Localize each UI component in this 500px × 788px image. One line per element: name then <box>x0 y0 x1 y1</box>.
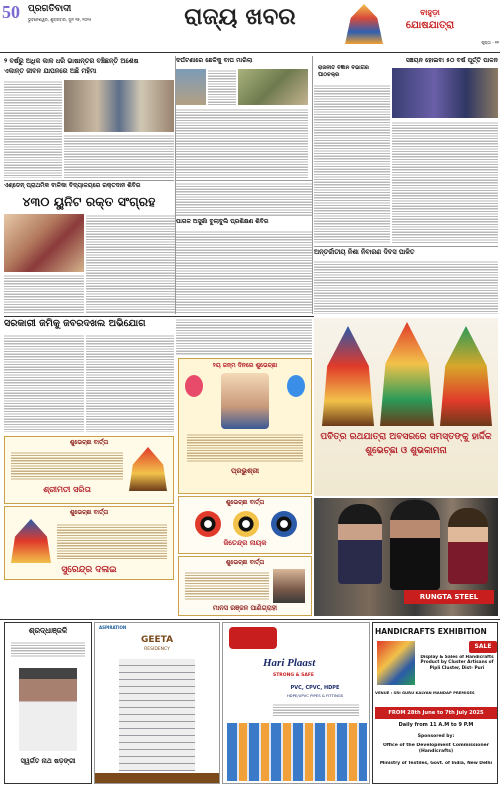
birthday-title: ୨ୟ ଜନ୍ମ ଦିନରେ ଶୁଭେଚ୍ଛା <box>212 362 278 369</box>
chariot-icon <box>440 326 492 426</box>
a6-rule <box>314 246 498 247</box>
balloon-icon <box>185 375 203 397</box>
greeting-ad-1 <box>4 436 174 504</box>
a2-headline: ଦର୍ଘଟଣାରେ ଛେଳିକୁ ବାଘ ମାରିଲା <box>176 57 253 64</box>
rungta-brand: RUNGTA STEEL <box>404 590 494 604</box>
a2-photo-1 <box>176 69 206 105</box>
hc-title: HANDICRAFTS EXHIBITION <box>375 627 487 636</box>
geeta-title: GEETA <box>140 635 174 645</box>
actor-photo <box>390 500 440 590</box>
a5-rule <box>176 180 312 181</box>
child-photo <box>221 373 269 429</box>
obit-text <box>11 641 85 657</box>
rath-wish-text: ପବିତ୍ର ରଥଯାତ୍ରା ଅବସରରେ ସମସ୍ତଙ୍କୁ ହାର୍ଦ୍ଦିକ ଶୁଭେଚ୍ଛା ଓ ଶୁଭକାମନା <box>320 432 492 456</box>
greeting-ad-3 <box>4 506 174 580</box>
rungta-ad <box>314 498 498 616</box>
a1-body <box>4 80 62 178</box>
geeta-footer <box>95 773 219 783</box>
greeting-name-2: ଜିତେନ୍ଦ୍ର ନାୟକ <box>223 539 267 547</box>
a4-bighead: ୪୩୦ ୟୁନିଟ ରକ୍ତ ସଂଗ୍ରହ <box>22 194 156 209</box>
greeting-msg-1 <box>11 451 123 481</box>
birthday-ad <box>178 358 312 494</box>
a7-headline: ସରକାରୀ ଜମିକୁ ଜବରଦଖଲ ଅଭିଯୋଗ <box>4 318 146 329</box>
a5-body <box>176 230 312 314</box>
a2-body-1 <box>208 69 236 105</box>
rath-chariot-icon <box>345 4 383 44</box>
bottom-rule <box>0 619 500 620</box>
hari-plaast-ad <box>222 622 370 784</box>
a7-body-3 <box>176 318 312 356</box>
person-photo <box>273 569 305 603</box>
hc-office: Office of the Development Commissioner (Handicrafts) <box>383 743 489 754</box>
a2-body-2 <box>176 108 308 178</box>
hc-venue: VENUE : SRI GURU KALYAN MANDAP PREMISES <box>375 691 475 695</box>
a5-headline: ପାଗଳ ଅସୁଖାଁ ବୁଲାବୁଲି ପ୍ରଶିକ୍ଷଣ ଶିବିର <box>176 218 269 225</box>
hari-brand: Hari Plaast <box>263 657 316 669</box>
actor-photo <box>338 504 382 584</box>
a3-headline: ସଞ୍ଚୟନ ହୋଇବା ୫୦ ବର୍ଷ ପୂର୍ତ୍ତି ପାଳନ <box>405 57 498 64</box>
page-number: ପୃଷ୍ଠା - ୧୧ <box>481 40 499 45</box>
anniversary-logo: 50 <box>2 2 20 22</box>
obit-photo <box>19 661 77 751</box>
a4-body-1 <box>86 214 176 314</box>
birthday-name: ପ୍ରଭୁଶ୍ରୀ <box>230 467 260 475</box>
a7-body-1 <box>4 334 84 432</box>
greeting-title-4: ଶୁଭେଚ୍ଛା ବାର୍ତ୍ତା <box>225 559 265 566</box>
hari-address <box>273 703 359 717</box>
chariot-icon <box>129 447 167 491</box>
birthday-message <box>187 433 303 463</box>
masthead-rule <box>0 52 500 53</box>
geeta-sub: RESIDENCY <box>144 647 170 652</box>
a1-photo <box>64 80 174 132</box>
column-rule <box>312 56 313 314</box>
a3-photo <box>392 68 498 118</box>
greeting-title-3: ଶୁଭେଚ୍ଛା ବାର୍ତ୍ତା <box>69 509 109 516</box>
hc-ministry: Ministry of Textiles, Govt. of India, New Delhi <box>379 761 493 766</box>
chariot-icon <box>380 322 434 426</box>
rath-line1: ବାହୁଡ଼ା <box>420 8 440 17</box>
a2-photo-2 <box>238 69 308 105</box>
paper-name: ପ୍ରଗତିବାଦୀ <box>28 4 72 14</box>
rath-wish-ad <box>314 318 498 496</box>
balloon-icon <box>287 375 305 397</box>
rath-banner <box>345 2 475 44</box>
handicrafts-ad <box>372 622 498 784</box>
a1-body-b <box>64 134 174 178</box>
greeting-msg-3 <box>57 523 167 559</box>
aspiration-brand: ASPIRATION <box>99 625 127 630</box>
a7-rule <box>4 316 314 317</box>
hc-time: Daily from 11 A.M to 9 P.M <box>398 722 474 728</box>
chariot-icon <box>11 519 51 563</box>
hc-dates: FROM 28th June to 7th July 2025 <box>375 707 497 719</box>
hari-products2: HDPE/UPVC PIPES & FITTINGS <box>286 693 344 698</box>
section-title: ରାଜ୍ୟ ଖବର <box>184 4 296 30</box>
a6-headline: ଅନ୍ତର୍ଜାତୀୟ ନିଶା ନିବାରଣ ଦିବସ ପାଳିତ <box>314 248 415 256</box>
a7-body-2 <box>86 334 174 432</box>
a3-body-1 <box>314 84 390 244</box>
a4-rule <box>4 180 174 181</box>
greeting-title-2: ଶୁଭେଚ୍ଛା ବାର୍ତ୍ତା <box>225 499 265 506</box>
date-line: ଭୁବନେଶ୍ୱର, ଶୁକ୍ରବାର, ଜୁନ ୨୭, ୨୦୨୫ <box>28 17 92 22</box>
a3-body-2 <box>392 121 498 244</box>
deity-icon <box>195 511 221 537</box>
greeting-name-3: ସୁରେନ୍ଦ୍ର ଦଳାଇ <box>61 565 117 575</box>
deity-icon <box>271 511 297 537</box>
deity-icon <box>233 511 259 537</box>
hc-sale: SALE <box>469 641 497 653</box>
a1-headline: ୨ ବର୍ଷରୁ ଅଧିକ କାଳ ଧରି ଭାଷାନ୍ତର ବଞ୍ଚିଛନ୍ତି ଅଶେଷ <box>4 57 139 65</box>
masthead <box>0 0 500 58</box>
a6-body <box>314 260 498 314</box>
a4-headline: ଏଣ୍ଡେନ୍ ପ୍ରାଥମିକ ବାଳିକା ବିଦ୍ୟାଳୟରେ ରକ୍ତଦାନ ଶିବିର <box>4 182 141 189</box>
hc-image <box>377 641 415 685</box>
obit-title: ଶ୍ରଦ୍ଧାଞ୍ଜଳି <box>28 626 68 635</box>
hc-sponsor: Sponsored by: <box>417 734 455 739</box>
greeting-name-1: ଶ୍ରୀମତୀ ସରିତା <box>43 485 91 494</box>
a4-body-2 <box>4 274 84 314</box>
bahuda-icon <box>229 627 277 649</box>
a5-top-body <box>176 182 312 216</box>
pipes-photo <box>227 723 367 781</box>
greeting-ad-4 <box>178 556 312 616</box>
building-photo <box>119 659 195 771</box>
hari-tag: STRONG & SAFE <box>273 673 314 678</box>
rath-line2: ଯୋଷଯାତ୍ରା <box>405 20 455 31</box>
obituary-ad <box>4 622 92 784</box>
geeta-ad <box>94 622 220 784</box>
greeting-name-4: ମାନସ ରଞ୍ଜନ ପାଣିଗ୍ରାହୀ <box>212 604 278 612</box>
actor-photo <box>448 508 488 584</box>
a4-photo <box>4 214 84 272</box>
a1-headline2: ଏକାନ୍ତ ଜୀବନ ଯାପନରେ ଅଛି ମହିମା <box>4 67 97 75</box>
greeting-msg-4 <box>185 571 269 601</box>
a3-kicker: ରାଜନୀତି ବିଜ୍ଞାନ ବିଭାଗର ପାଠଚକ୍ର <box>318 65 369 78</box>
greeting-title-1: ଶୁଭେଚ୍ଛା ବାର୍ତ୍ତା <box>69 439 109 446</box>
greeting-ad-2 <box>178 496 312 554</box>
hc-desc: Display & Sales of Handicrafts Product by Cluster Artisans of Pipli Cluster, Dist- Puri <box>420 655 494 671</box>
chariot-icon <box>322 326 374 426</box>
hari-products: PVC, CPVC, HDPE <box>290 685 340 691</box>
column-rule <box>175 56 176 314</box>
obit-name: ସ୍ୱର୍ଗତ ନାଥ ଷଡ଼ଙ୍ଗୀ <box>20 757 76 765</box>
